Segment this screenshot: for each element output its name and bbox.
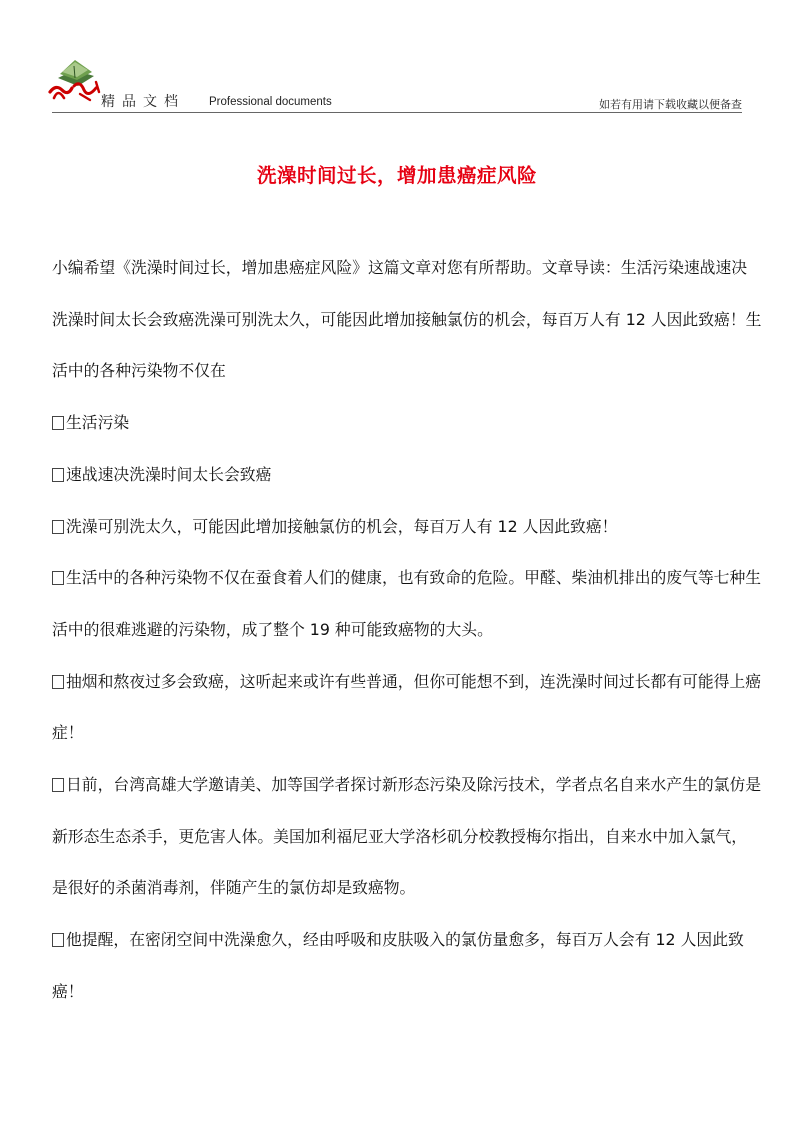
intro-paragraph	[52, 242, 762, 397]
body-paragraph	[52, 656, 762, 759]
download-note: 如若有用请下载收藏以便备查	[599, 98, 742, 111]
paragraph-text: 生活污染	[66, 413, 130, 433]
body-paragraph	[52, 914, 762, 1017]
paragraph-text: 他提醒，在密闭空间中洗澡愈久，经由呼吸和皮肤吸入的氯仿量愈多，每百万人会有 12 人因此致癌！	[52, 930, 744, 1001]
paragraph-text: 洗澡可别洗太久，可能因此增加接触氯仿的机会，每百万人有 12 人因此致癌！	[66, 516, 618, 536]
bullet-box-icon	[52, 571, 64, 585]
document-title: 洗澡时间过长，增加患癌症风险	[256, 164, 537, 187]
header-divider	[52, 112, 742, 113]
body-paragraph	[52, 397, 762, 449]
brand-subtitle: Professional documents	[209, 96, 332, 108]
page-header	[0, 0, 794, 120]
body-paragraph	[52, 501, 762, 553]
paragraph-text: 小编希望《洗澡时间过长，增加患癌症风险》这篇文章对您有所帮助。文章导读：生活污染速战速决洗澡时间太长会致癌洗澡可别洗太久，可能因此增加接触氯仿的机会，每百万人有 12 人因此致癌！生活中的各种污染物不仅在	[52, 258, 762, 381]
bullet-box-icon	[52, 416, 64, 430]
paragraph-text: 生活中的各种污染物不仅在蚕食着人们的健康，也有致命的危险。甲醛、柴油机排出的废气等七种生活中的很难逃避的污染物，成了整个 19 种可能致癌物的大头。	[52, 568, 762, 639]
paragraph-text: 日前，台湾高雄大学邀请美、加等国学者探讨新形态污染及除污技术，学者点名自来水产生的氯仿是新形态生态杀手，更危害人体。美国加利福尼亚大学洛杉矶分校教授梅尔指出，自来水中加入氯气，是很好的杀菌消毒剂，伴随产生的氯仿却是致癌物。	[52, 775, 762, 898]
document-body	[52, 242, 762, 1018]
bullet-box-icon	[52, 468, 64, 482]
bullet-box-icon	[52, 675, 64, 689]
paragraph-text: 速战速决洗澡时间太长会致癌	[66, 464, 272, 484]
book-logo-icon	[44, 48, 104, 106]
body-paragraph	[52, 759, 762, 914]
bullet-box-icon	[52, 933, 64, 947]
bullet-box-icon	[52, 520, 64, 534]
body-paragraph	[52, 552, 762, 655]
brand-name: 精品文档	[101, 94, 185, 110]
bullet-box-icon	[52, 778, 64, 792]
body-paragraph	[52, 449, 762, 501]
paragraph-text: 抽烟和熬夜过多会致癌，这听起来或许有些普通，但你可能想不到，连洗澡时间过长都有可能得上癌症！	[52, 671, 762, 743]
